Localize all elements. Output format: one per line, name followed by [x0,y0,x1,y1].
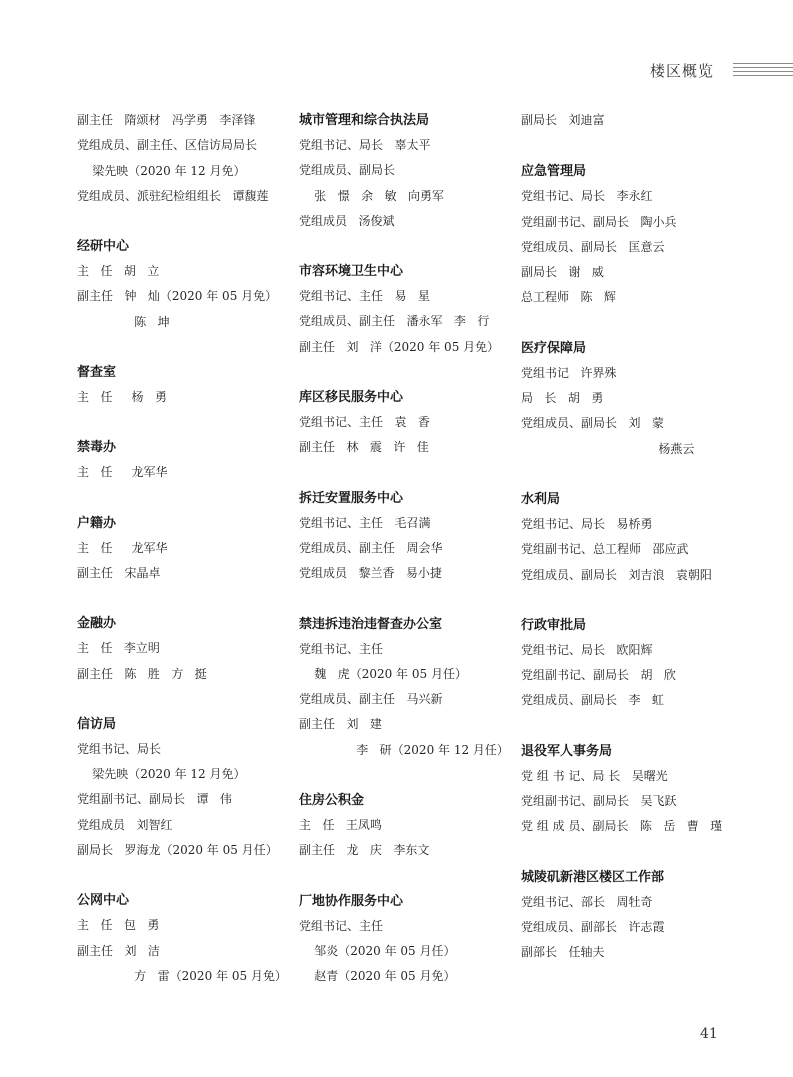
staff-line: 党组成员、派驻纪检组组长 谭馥莲 [77,188,269,203]
section-title: 行政审批局 [521,617,587,633]
org-section [77,435,282,485]
staff-line: 梁先映（2020 年 12 月免） [77,163,246,178]
section-title: 信访局 [77,716,117,732]
staff-line: 党组成员、副局长 匡意云 [521,239,665,254]
staff-line: 党组成员、副部长 许志霞 [521,919,665,934]
staff-line: 主 任 包 勇 [77,918,160,933]
staff-line: 党组成员、副主任、区信访局局长 [77,138,258,153]
section-title: 住房公积金 [299,793,365,809]
org-section [521,336,736,462]
staff-line: 党组书记、主任 [299,641,384,656]
staff-line: 党组书记、主任 [299,918,384,933]
staff-line: 李 研（2020 年 12 月任） [299,742,509,757]
org-section [521,487,736,588]
section-title: 禁违拆违治违督查办公室 [299,616,443,632]
org-section [77,234,282,335]
staff-line: 党组书记、主任 袁 香 [299,415,430,430]
section-title: 督查室 [77,365,117,381]
staff-line: 党组书记、主任 毛召满 [299,515,431,530]
column-left [77,108,287,1014]
staff-line: 党组书记、局长 易桥勇 [521,516,653,531]
section-title: 库区移民服务中心 [299,390,404,406]
staff-line: 主 任 王凤鸣 [299,818,382,833]
staff-line: 党组副书记、总工程师 邵应武 [521,542,689,557]
staff-line: 党组成员、副局长 刘 蒙 [521,416,664,431]
staff-line: 局 长 胡 勇 [521,391,604,406]
staff-line: 党组成员、副主任 周会华 [299,540,443,555]
column-right [521,108,736,991]
section-title: 户籍办 [77,515,117,531]
staff-line: 党组副书记、副局长 吴飞跃 [521,794,677,809]
staff-line: 副主任 龙 庆 李东文 [299,843,430,858]
org-section [299,259,504,360]
running-header-title: 楼区概览 [650,62,715,80]
org-section [521,159,736,310]
staff-line: 副主任 刘 洁 [77,943,160,958]
org-section [521,739,736,840]
staff-line: 党 组 书 记、局 长 吴曙光 [521,768,668,783]
staff-line: 党组成员、副主任 马兴新 [299,692,443,707]
section-title: 水利局 [521,491,561,507]
staff-line: 主 任 李立明 [77,641,160,656]
staff-line: 党组书记 许界殊 [521,365,617,380]
staff-line: 杨燕云 [521,441,695,456]
section-title: 拆迁安置服务中心 [299,490,404,506]
staff-line: 副主任 林 震 许 佳 [299,440,429,455]
section-title: 禁毒办 [77,440,117,456]
org-section [77,108,282,209]
staff-line: 党组副书记、副局长 谭 伟 [77,792,232,807]
staff-line: 党组成员 黎兰香 易小捷 [299,566,442,581]
org-section [299,108,504,234]
org-section [521,613,736,714]
staff-line: 党组书记、局长 [77,741,162,756]
section-title: 退役军人事务局 [521,743,613,759]
staff-line: 赵青（2020 年 05 月免） [299,969,456,984]
section-title: 医疗保障局 [521,340,587,356]
org-section [299,788,504,864]
staff-line: 党 组 成 员、副局长 陈 岳 曹 瑾 [521,819,723,834]
staff-line: 陈 坤 [77,314,170,329]
org-section [77,611,282,687]
staff-line: 党组成员、副局长 [299,163,396,178]
org-section [521,108,736,133]
org-section [77,712,282,863]
staff-line: 主 任 龙军华 [77,540,168,555]
staff-line: 副主任 陈 胜 方 挺 [77,666,207,681]
staff-line: 副部长 任轴夫 [521,945,605,960]
staff-line: 主 任 杨 勇 [77,390,167,405]
org-section [77,360,282,410]
org-section [299,385,504,461]
page-number: 41 [700,1026,718,1042]
staff-line: 副局长 刘迪富 [521,113,605,127]
org-section [77,888,287,989]
section-title: 经研中心 [77,239,130,255]
staff-line: 党组成员 刘智红 [77,817,173,832]
section-title: 厂地协作服务中心 [299,893,404,909]
section-title: 市容环境卫生中心 [299,264,404,280]
staff-line: 副主任 钟 灿（2020 年 05 月免） [77,289,278,304]
staff-line: 党组书记、局长 辜太平 [299,138,431,152]
staff-line: 主 任 龙军华 [77,465,168,480]
staff-line: 副主任 宋晶卓 [77,565,161,580]
staff-line: 主 任 胡 立 [77,264,160,279]
section-title: 公网中心 [77,893,130,909]
org-section [77,511,282,587]
org-section [299,889,504,990]
staff-line: 党组副书记、副局长 胡 欣 [521,668,676,683]
staff-line: 党组成员、副局长 刘吉浪 袁朝阳 [521,567,712,582]
staff-line: 总工程师 陈 辉 [521,290,616,305]
staff-line: 副局长 罗海龙（2020 年 05 月任） [77,843,278,858]
section-title: 应急管理局 [521,164,587,180]
header-decorative-lines [733,63,793,79]
org-section [299,486,504,587]
column-middle [299,108,509,1015]
staff-line: 副主任 隋颂材 冯学勇 李泽锋 [77,113,256,127]
staff-line: 副主任 刘 洋（2020 年 05 月免） [299,339,500,354]
staff-line: 魏 虎（2020 年 05 月任） [299,666,467,681]
staff-line: 方 雷（2020 年 05 月免） [77,968,287,983]
org-section [521,865,736,966]
staff-line: 邹炎（2020 年 05 月任） [299,943,456,958]
staff-line: 张 憬 余 敏 向勇军 [299,188,445,203]
staff-line: 党组成员、副局长 李 虹 [521,693,664,708]
org-section [299,612,509,763]
staff-line: 党组副书记、副局长 陶小兵 [521,214,677,229]
staff-line: 党组书记、局长 欧阳辉 [521,642,653,657]
staff-line: 党组书记、主任 易 星 [299,289,430,304]
section-title: 城市管理和综合执法局 [299,113,430,128]
staff-line: 副主任 刘 建 [299,717,382,732]
staff-line: 副局长 谢 威 [521,265,604,280]
staff-line: 梁先映（2020 年 12 月免） [77,767,246,782]
staff-line: 党组成员 汤俊斌 [299,213,395,228]
staff-line: 党组成员、副主任 潘永军 李 行 [299,314,490,329]
staff-line: 党组书记、局长 李永红 [521,189,653,204]
staff-line: 党组书记、部长 周牡奇 [521,894,653,909]
section-title: 城陵矶新港区楼区工作部 [521,869,665,885]
section-title: 金融办 [77,616,117,632]
